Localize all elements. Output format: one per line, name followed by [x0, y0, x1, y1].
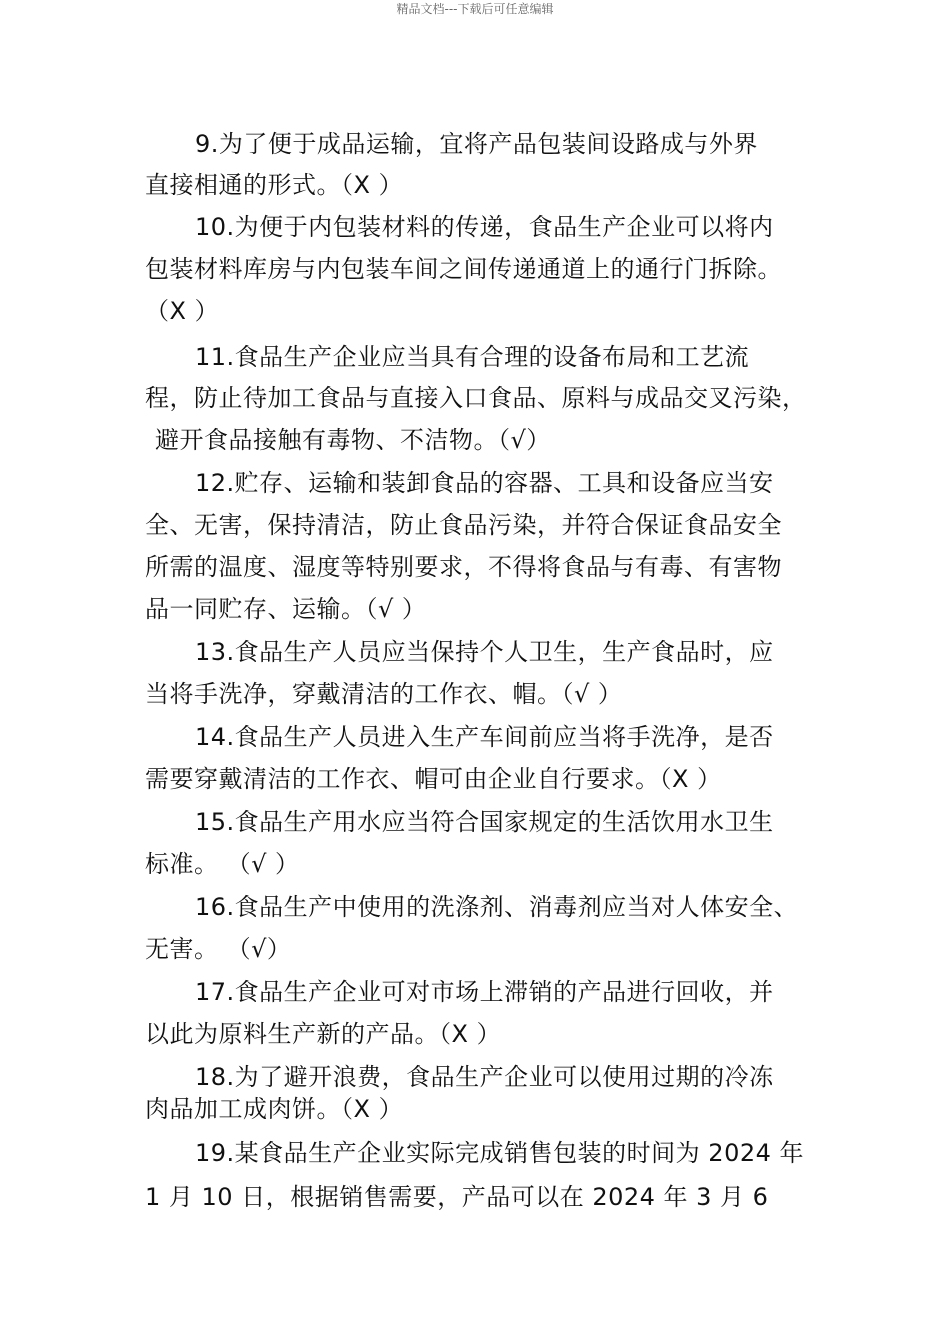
text-line: 18.为了避开浪费，食品生产企业可以使用过期的冷冻: [195, 1063, 774, 1091]
page-header: 精品文档---下载后可任意编辑: [396, 2, 554, 16]
text-line: 10.为便于内包装材料的传递，食品生产企业可以将内: [195, 213, 774, 241]
text-line: 以此为原料生产新的产品。（X ）: [145, 1020, 502, 1048]
text-line: 15.食品生产用水应当符合国家规定的生活饮用水卫生: [195, 808, 774, 836]
text-line: 全、无害，保持清洁，防止食品污染，并符合保证食品安全: [145, 511, 782, 539]
text-line: 19.某食品生产企业实际完成销售包装的时间为 2024 年: [195, 1139, 805, 1167]
text-line: 9.为了便于成品运输，宜将产品包装间设路成与外界: [195, 130, 758, 158]
text-line: 当将手洗净，穿戴清洁的工作衣、帽。（√ ）: [145, 680, 623, 708]
text-line: （X ）: [145, 297, 220, 325]
text-line: 1 月 10 日，根据销售需要，产品可以在 2024 年 3 月 6: [145, 1183, 769, 1211]
text-line: 标准。 （√ ）: [145, 850, 300, 878]
text-line: 14.食品生产人员进入生产车间前应当将手洗净，是否: [195, 723, 774, 751]
text-line: 16.食品生产中使用的洗涤剂、消毒剂应当对人体安全、: [195, 893, 799, 921]
text-line: 避开食品接触有毒物、不洁物。（√）: [155, 426, 551, 454]
text-line: 所需的温度、湿度等特别要求，不得将食品与有毒、有害物: [145, 553, 782, 581]
text-line: 程，防止待加工食品与直接入口食品、原料与成品交叉污染，: [145, 384, 807, 412]
text-line: 直接相通的形式。（X ）: [145, 171, 404, 199]
text-line: 12.贮存、运输和装卸食品的容器、工具和设备应当安: [195, 469, 774, 497]
text-line: 13.食品生产人员应当保持个人卫生，生产食品时，应: [195, 638, 774, 666]
text-line: 需要穿戴清洁的工作衣、帽可由企业自行要求。（X ）: [145, 765, 722, 793]
text-line: 11.食品生产企业应当具有合理的设备布局和工艺流: [195, 343, 750, 371]
text-line: 17.食品生产企业可对市场上滞销的产品进行回收，并: [195, 978, 774, 1006]
text-line: 品一同贮存、运输。（√ ）: [145, 595, 427, 623]
text-line: 包装材料库房与内包装车间之间传递通道上的通行门拆除。: [145, 255, 782, 283]
text-line: 无害。 （√）: [145, 935, 292, 963]
text-line: 肉品加工成肉饼。（X ）: [145, 1095, 404, 1123]
